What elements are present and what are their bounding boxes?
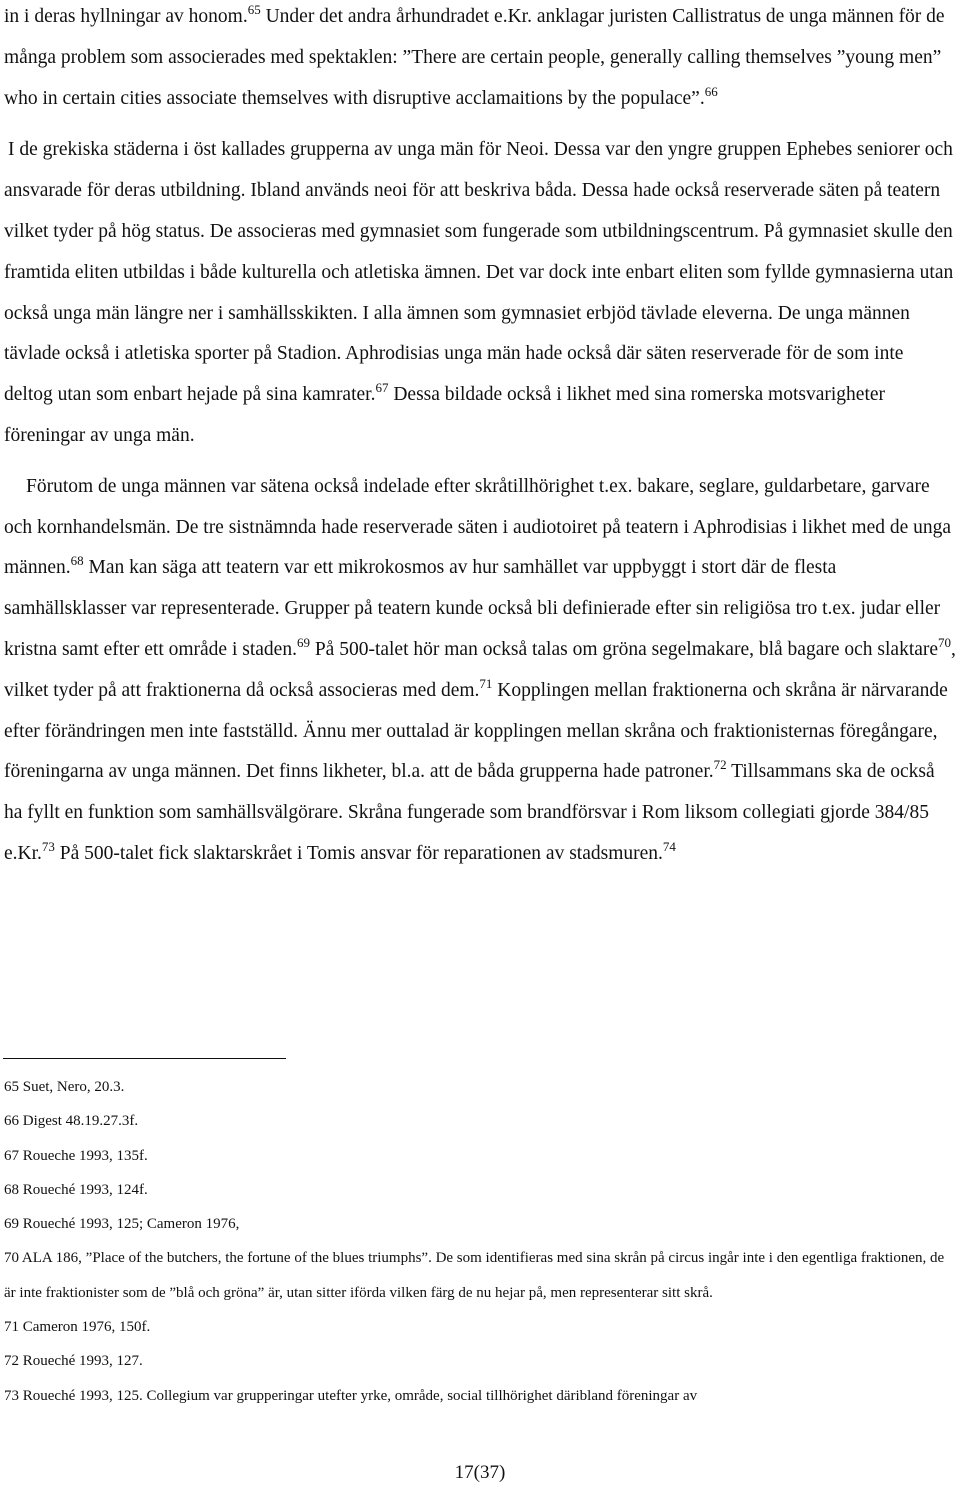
footnote-ref-74[interactable]: 74	[662, 838, 676, 854]
body-paragraph-3	[4, 467, 956, 875]
footnote-ref-65[interactable]: 65	[247, 2, 261, 17]
footnote-ref-73[interactable]: 73	[41, 838, 55, 854]
body-paragraph-2	[4, 130, 956, 456]
footnote-ref-72[interactable]: 72	[713, 757, 727, 773]
footnote-69: 69 Roueché 1993, 125; Cameron 1976,	[4, 1216, 240, 1233]
footnote-ref-70[interactable]: 70	[938, 634, 952, 650]
footnote-73: 73 Roueché 1993, 125. Collegium var grupperingar utefter yrke, område, social tillhörighet däribland föreningar av	[4, 1387, 698, 1404]
paragraph-text: Tillsammans ska de också ha fyllt en funktion som samhällsvälgörare. Skråna fungerade som brandförsvar i Rom liksom collegiati gjorde 384/85 e.Kr.	[4, 761, 935, 864]
paragraph-text: Under det andra århundradet e.Kr. anklagar juristen Callistratus de unga männen för de många problem som associerades med spektaklen: ”There are certain people, generally calling themselves ”young men” who in certain cities associate themselves with disruptive acclamaitions by the populace”.	[4, 6, 945, 109]
paragraph-text: Dessa bildade också i likhet med sina romerska motsvarigheter föreningar av unga män.	[4, 384, 886, 446]
footnote-ref-66[interactable]: 66	[704, 83, 718, 99]
footnote-separator	[3, 1058, 286, 1059]
footnote-66: 66 Digest 48.19.27.3f.	[4, 1113, 139, 1130]
paragraph-text: Man kan säga att teatern var ett mikrokosmos av hur samhället var uppbyggt i stort där de flesta samhällsklasser var representerade. Grupper på teatern kunde också bli definierade efter sin religiösa tro t.ex. judar eller kristna samt efter ett område i staden.	[4, 557, 941, 660]
paragraph-text: in i deras hyllningar av honom.	[4, 6, 248, 27]
footnote-ref-69[interactable]: 69	[296, 634, 310, 650]
footnote-ref-68[interactable]: 68	[70, 553, 84, 569]
footnote-65: 65 Suet, Nero, 20.3.	[4, 1079, 125, 1095]
footnote-67: 67 Roueche 1993, 135f.	[4, 1147, 148, 1164]
paragraph-text: Kopplingen mellan fraktionerna och skråna är närvarande efter förändringen men inte fastställd. Ännu mer outtalad är kopplingen mellan skråna och fraktionisternas föregångare, föreningarna av unga männen. Det finns likheter, bl.a. att de båda grupperna hade patroner.	[4, 679, 948, 783]
page-number: 17(37)	[454, 1462, 506, 1483]
paragraph-text: I de grekiska städerna i öst kallades grupperna av unga män för Neoi. Dessa var den yngre gruppen Ephebes seniorer och ansvarade för deras utbildning. Ibland används neoi för att beskriva båda. Dessa hade också reserverade säten på teatern vilket tyder på hög status. De associeras med gymnasiet som fungerade som utbildningscentrum. På gymnasiet skulle den framtida eliten utbildas i både kulturella och atletiska ämnen. Det var dock inte enbart eliten som fyllde gymnasierna utan också unga män längre ner i samhällsskikten. I alla ämnen som gymnasiet erbjöd tävlade eleverna. De unga männen tävlade också i atletiska sporter på Stadion. Aphrodisias unga män hade också där säten reserverade för de som inte deltog utan som enbart hejade på sina kamrater.	[4, 139, 954, 406]
footnote-68: 68 Roueché 1993, 124f.	[4, 1181, 148, 1198]
footnote-72: 72 Roueché 1993, 127.	[4, 1353, 143, 1370]
paragraph-text: På 500-talet hör man också talas om gröna segelmakare, blå bagare och slaktare	[309, 638, 939, 660]
footnote-70: 70 ALA 186, ”Place of the butchers, the fortune of the blues triumphs”. De som identifieras med sina skrån på circus ingår inte i den egentliga fraktionen, de är inte fraktionister som de ”blå och gröna” är, utan sitter iförda vilken färg de nu hejar på, men representerar sitt skrå.	[4, 1250, 945, 1301]
paragraph-text: , vilket tyder på att fraktionerna då också associeras med dem.	[4, 638, 956, 701]
footnotes-section	[4, 1070, 949, 1413]
document-page	[4, 0, 956, 875]
footnote-ref-67[interactable]: 67	[375, 380, 389, 396]
paragraph-text: På 500-talet fick slaktarskrået i Tomis ansvar för reparationen av stadsmuren.	[54, 842, 663, 864]
body-paragraph-1	[4, 0, 956, 119]
footnote-71: 71 Cameron 1976, 150f.	[4, 1319, 151, 1336]
footnote-ref-71[interactable]: 71	[479, 675, 493, 691]
paragraph-text: Förutom de unga männen var sätena också indelade efter skråtillhörighet t.ex. bakare, seglare, guldarbetare, garvare och kornhandelsmän. De tre sistnämnda hade reserverade säten i audiotoiret på teatern i Aphrodisias i likhet med de unga männen.	[4, 475, 952, 579]
